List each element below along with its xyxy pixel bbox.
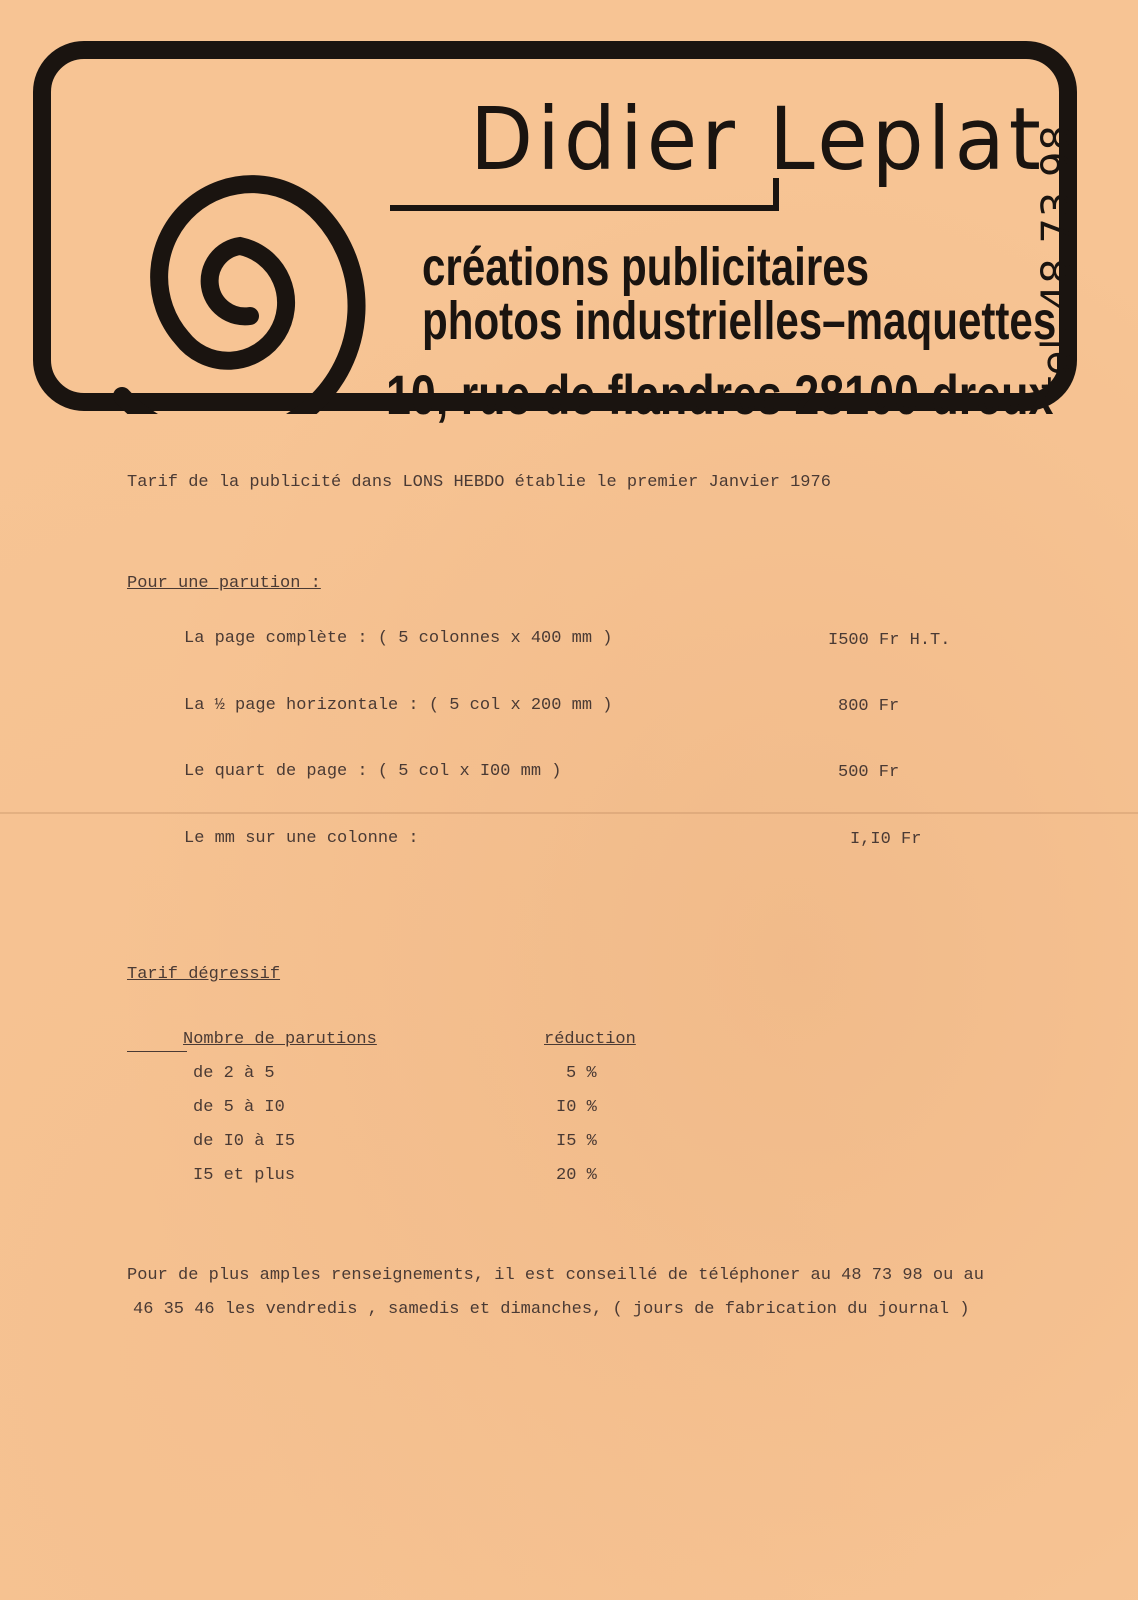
item-label: Le mm sur une colonne :: [184, 829, 419, 848]
table-header-rule: [127, 1051, 187, 1052]
table-row-range: de 2 à 5: [193, 1064, 275, 1083]
table-row-reduction: I0 %: [556, 1098, 597, 1117]
column-header-reduction: réduction: [544, 1030, 636, 1049]
table-row-range: I5 et plus: [193, 1166, 296, 1185]
table-row-reduction: 20 %: [556, 1166, 597, 1185]
intro-line: Tarif de la publicité dans LONS HEBDO établie le premier Janvier 1976: [127, 473, 831, 492]
tagline-creations: créations publicitaires: [422, 237, 870, 297]
table-row-range: de I0 à I5: [193, 1132, 296, 1151]
spiral-logo-icon: [122, 184, 357, 414]
tagline-photos: photos industrielles–maquettes: [422, 291, 1057, 351]
footer-line-1: Pour de plus amples renseignements, il est conseillé de téléphoner au 48 73 98 ou au: [127, 1266, 984, 1285]
company-address: 10, rue de flandres 28100 dreux: [386, 363, 1054, 426]
column-header-parutions: Nombre de parutions: [183, 1030, 377, 1049]
table-row-reduction: 5 %: [566, 1064, 597, 1083]
item-price: I500 Fr H.T.: [828, 631, 951, 650]
item-label: La page complète : ( 5 colonnes x 400 mm ): [184, 629, 613, 648]
item-price: 500 Fr: [838, 763, 900, 782]
table-row-range: de 5 à I0: [193, 1098, 285, 1117]
item-label: La ½ page horizontale : ( 5 col x 200 mm ): [184, 696, 613, 715]
paper-fold-line: [0, 812, 1138, 814]
footer-line-2: 46 35 46 les vendredis , samedis et dimanches, ( jours de fabrication du journal ): [133, 1300, 970, 1319]
company-name: Didier Leplat: [470, 90, 1045, 190]
section-heading-degressif: Tarif dégressif: [127, 965, 281, 984]
letterhead: [30, 38, 1082, 426]
section-heading-parution: Pour une parution :: [127, 574, 321, 593]
item-label: Le quart de page : ( 5 col x I00 mm ): [184, 762, 562, 781]
item-price: 800 Fr: [838, 697, 900, 716]
company-phone: tel. 48 73 98: [1034, 124, 1080, 392]
table-row-reduction: I5 %: [556, 1132, 597, 1151]
item-price: I,I0 Fr: [850, 830, 922, 849]
